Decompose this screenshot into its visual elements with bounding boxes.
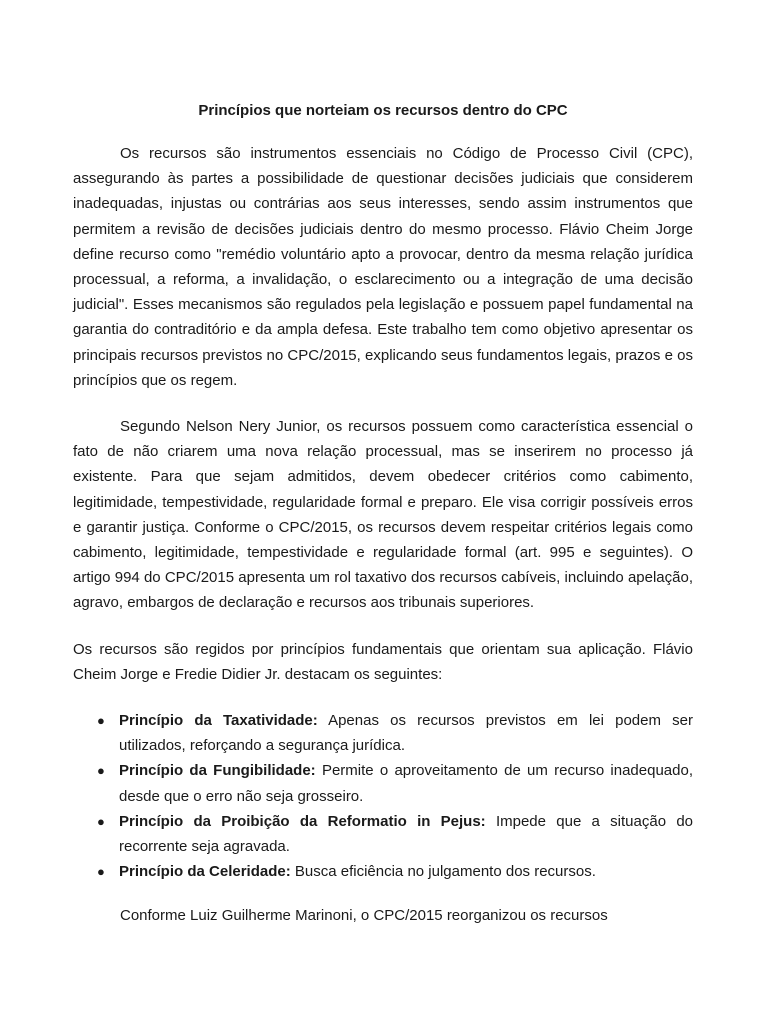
bullet-icon: ● bbox=[97, 864, 105, 880]
principle-name: Princípio da Proibição da Reformatio in Pejus: bbox=[119, 812, 486, 830]
list-item-taxatividade bbox=[73, 708, 693, 758]
bullet-icon: ● bbox=[97, 713, 105, 729]
principle-text: Busca eficiência no julgamento dos recursos. bbox=[290, 863, 596, 881]
principles-list bbox=[73, 708, 693, 884]
document-page bbox=[73, 98, 693, 950]
list-item-fungibilidade bbox=[73, 758, 693, 808]
list-item-celeridade bbox=[73, 859, 693, 884]
principle-text: Permite o aproveitamento de um recurso inadequado, desde que o erro não seja grosseiro. bbox=[119, 762, 693, 805]
principle-text: Apenas os recursos previstos em lei podem ser utilizados, reforçando a segurança jurídica. bbox=[119, 712, 693, 755]
bullet-icon: ● bbox=[97, 813, 105, 829]
paragraph-closing: Conforme Luiz Guilherme Marinoni, o CPC/2015 reorganizou os recursos bbox=[120, 907, 608, 925]
principle-name: Princípio da Celeridade: bbox=[119, 863, 291, 881]
bullet-icon: ● bbox=[97, 763, 105, 779]
principle-text: Impede que a situação do recorrente seja agravada. bbox=[119, 812, 693, 856]
list-item-reformatio-in-pejus bbox=[73, 809, 693, 859]
paragraph-intro: Os recursos são instrumentos essenciais no Código de Processo Civil (CPC), assegurando às partes a possibilidade de questionar decisões judiciais que considerem inadequadas, injustas ou contrárias aos seus interesses, sendo assim instrumentos que permitem a revisão de decisões judiciais dentro do mesmo processo. Flávio Cheim Jorge define recurso como "remédio voluntário apto a provocar, dentro da mesma relação jurídica processual, a reforma, a invalidação, o esclarecimento ou a integração de uma decisão judicial". Esses mecanismos são regulados pela legislação e possuem papel fundamental na garantia do contraditório e da ampla defesa. Este trabalho tem como objetivo apresentar os principais recursos previstos no CPC/2015, explicando seus fundamentos legais, prazos e os princípios que os regem. bbox=[73, 145, 693, 389]
principle-name: Princípio da Taxatividade: bbox=[119, 712, 318, 730]
document-title: Princípios que norteiam os recursos dentro do CPC bbox=[198, 102, 568, 119]
paragraph-nery-junior: Segundo Nelson Nery Junior, os recursos possuem como característica essencial o fato de não criarem uma nova relação processual, mas se inserirem no processo já existente. Para que sejam admitidos, devem obedecer critérios como cabimento, legitimidade, tempestividade, regularidade formal e preparo. Ele visa corrigir possíveis erros e garantir justiça. Conforme o CPC/2015, os recursos devem respeitar critérios legais como cabimento, legitimidade, tempestividade e regularidade formal (art. 995 e seguintes). O artigo 994 do CPC/2015 apresenta um rol taxativo dos recursos cabíveis, incluindo apelação, agravo, embargos de declaração e recursos aos tribunais superiores. bbox=[73, 418, 693, 612]
paragraph-principles-intro: Os recursos são regidos por princípios fundamentais que orientam sua aplicação. Flávio Cheim Jorge e Fredie Didier Jr. destacam os seguintes: bbox=[73, 640, 693, 683]
principle-name: Princípio da Fungibilidade: bbox=[119, 762, 316, 780]
